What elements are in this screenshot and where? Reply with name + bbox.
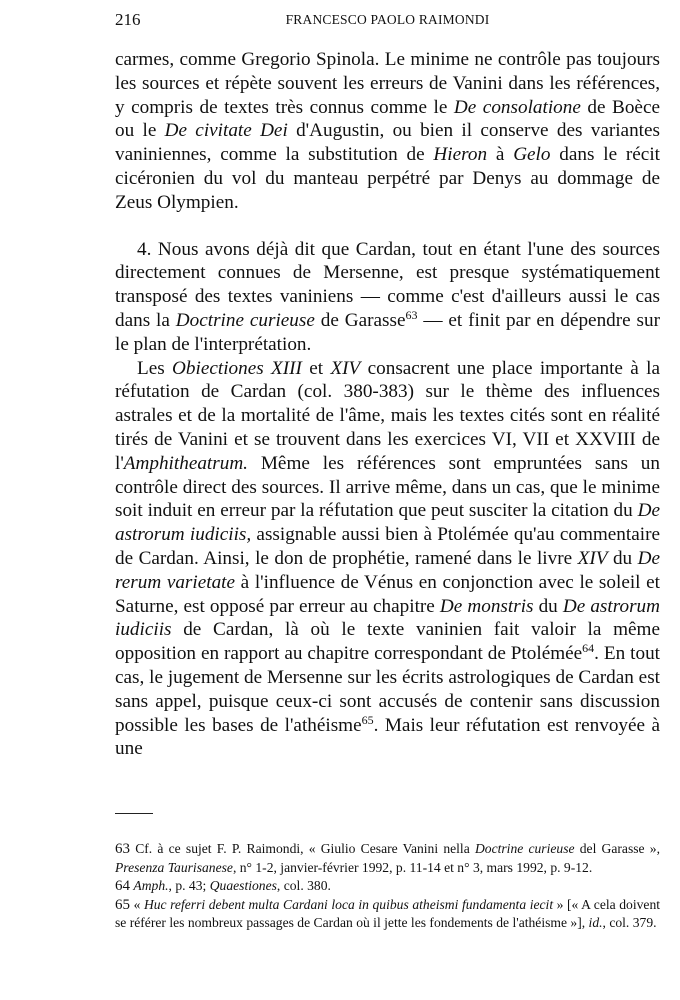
footnote-ref-64[interactable]: 64 — [582, 641, 595, 656]
footnote-divider — [115, 813, 153, 814]
italic-title: Doctrine curieuse — [474, 841, 575, 856]
italic-title: Doctrine curieuse — [175, 309, 315, 331]
italic-quote: Huc referri debent multa Cardani loca in quibus atheismi fundamenta iecit — [143, 896, 554, 912]
text-span: » [« A cela doivent se référer les nombreux passages de Cardan où il jette les fondements de l'athéisme »], — [115, 896, 661, 931]
text-span: carmes, comme Gregorio Spinola. Le minime ne contrôle pas toujours les sources et répète souvent les erreurs de Vanini dans les références, y compris de textes très connus comme le — [115, 49, 660, 118]
footnote-ref-65[interactable]: 65 — [361, 712, 374, 727]
text-span: de Cardan, là où le texte vaninien fait valoir la même opposition en rapport au chapitre correspondant de Ptolémée — [115, 619, 660, 665]
text-span: . En tout cas, le jugement de Mersenne sur les écrits astrologiques de Cardan est sans appel, puisque ceux-ci sont accusés de contenir sans discussion possible les bases de l'athéisme — [115, 643, 660, 736]
text-span: à — [487, 144, 514, 166]
footnotes — [115, 840, 660, 933]
text-span: dans le récit cicéronien du vol du manteau perpétré par Denys au dommage de Zeus Olympien. — [115, 144, 660, 213]
text-span: Les — [137, 357, 173, 379]
text-span: del Garasse », — [574, 841, 660, 856]
footnote-64 — [115, 877, 660, 896]
footnote-number: 63 — [115, 841, 130, 857]
footnote-number: 65 — [115, 896, 130, 913]
text-span: Même les références sont empruntées sans un contrôle direct des sources. Il arrive même, dans un cas, que le minime soit induit en erreur par la réfutation que peut susciter la citation du — [115, 452, 660, 522]
page-header — [115, 10, 660, 36]
paragraph-3 — [115, 357, 660, 762]
text-span: consacrent une place importante à la réfutation de Cardan (col. 380-383) sur le thème des influences astrales et de la mortalité de l'âme, mais les textes cités sont en réalité tirés de Vanini et se trouvent dans les exercices VI, VII et XXVIII de l' — [115, 357, 660, 474]
footnote-65 — [115, 896, 660, 933]
running-title: FRANCESCO PAOLO RAIMONDI — [285, 12, 490, 27]
footnote-ref-63[interactable]: 63 — [405, 307, 418, 322]
text-span: « — [130, 896, 144, 912]
page-number: 216 — [115, 10, 141, 29]
text-span: du — [533, 595, 563, 617]
italic-title: De astrorum iudiciis, — [115, 500, 660, 546]
italic-title: Presenza Taurisanese — [115, 859, 233, 875]
paragraph-2 — [115, 238, 660, 357]
text-span: de Garasse — [314, 309, 406, 331]
text-span: Cf. à ce sujet F. P. Raimondi, « Giulio Cesare Vanini nella — [130, 841, 475, 856]
italic-title: XIV — [577, 547, 608, 569]
text-span: du — [607, 547, 638, 569]
italic-term: Gelo — [513, 144, 551, 166]
italic-title: De astrorum iudiciis — [115, 595, 660, 641]
italic-term: Hieron — [433, 144, 488, 166]
text-span: . Mais leur réfutation est renvoyée à une — [115, 714, 660, 760]
text-span: 4. Nous avons déjà dit que Cardan, tout en étant l'une des sources directement connues de Mersenne, est presque systématiquement transposé des textes vaniniens — comme c'est d'ailleurs aussi le cas dans la — [115, 238, 660, 331]
body-text — [115, 48, 660, 761]
footnote-63 — [115, 840, 660, 877]
text-span: , col. 379. — [602, 915, 657, 931]
footnote-number: 64 — [115, 878, 130, 895]
italic-title: Amphitheatrum. — [123, 452, 248, 474]
italic-abbrev: id. — [588, 915, 603, 931]
italic-title: Amph. — [133, 878, 169, 894]
italic-title: De consolatione — [453, 96, 581, 118]
text-span: d'Augustin, ou bien il conserve des variantes vaniniennes, comme la substitution de — [115, 120, 660, 166]
text-span: et — [301, 357, 331, 379]
text-span: assignable aussi bien à Ptolémée qu'au commentaire de Cardan. Ainsi, le don de prophétie, ramené dans le livre — [115, 524, 660, 569]
text-span: de Boèce ou le — [115, 96, 660, 142]
paragraph-1 — [115, 48, 660, 215]
text-span: à l'influence de Vénus en conjonction avec le soleil et Saturne, est opposé par erreur au chapitre — [115, 571, 660, 617]
text-span: , p. 43; — [168, 878, 210, 894]
italic-title: Quaestiones — [209, 878, 277, 894]
italic-title: De monstris — [439, 595, 534, 617]
italic-title: XIV — [330, 357, 361, 379]
text-span: , n° 1-2, janvier-février 1992, p. 11-14 et n° 3, mars 1992, p. 9-12. — [232, 859, 593, 875]
text-span: — et finit par en dépendre sur le plan de l'interprétation. — [115, 309, 660, 355]
italic-title: Obiectiones XIII — [172, 357, 302, 379]
italic-title: De rerum varietate — [115, 547, 661, 593]
italic-title: De civitate Dei — [164, 120, 288, 142]
text-span: , col. 380. — [276, 878, 331, 894]
